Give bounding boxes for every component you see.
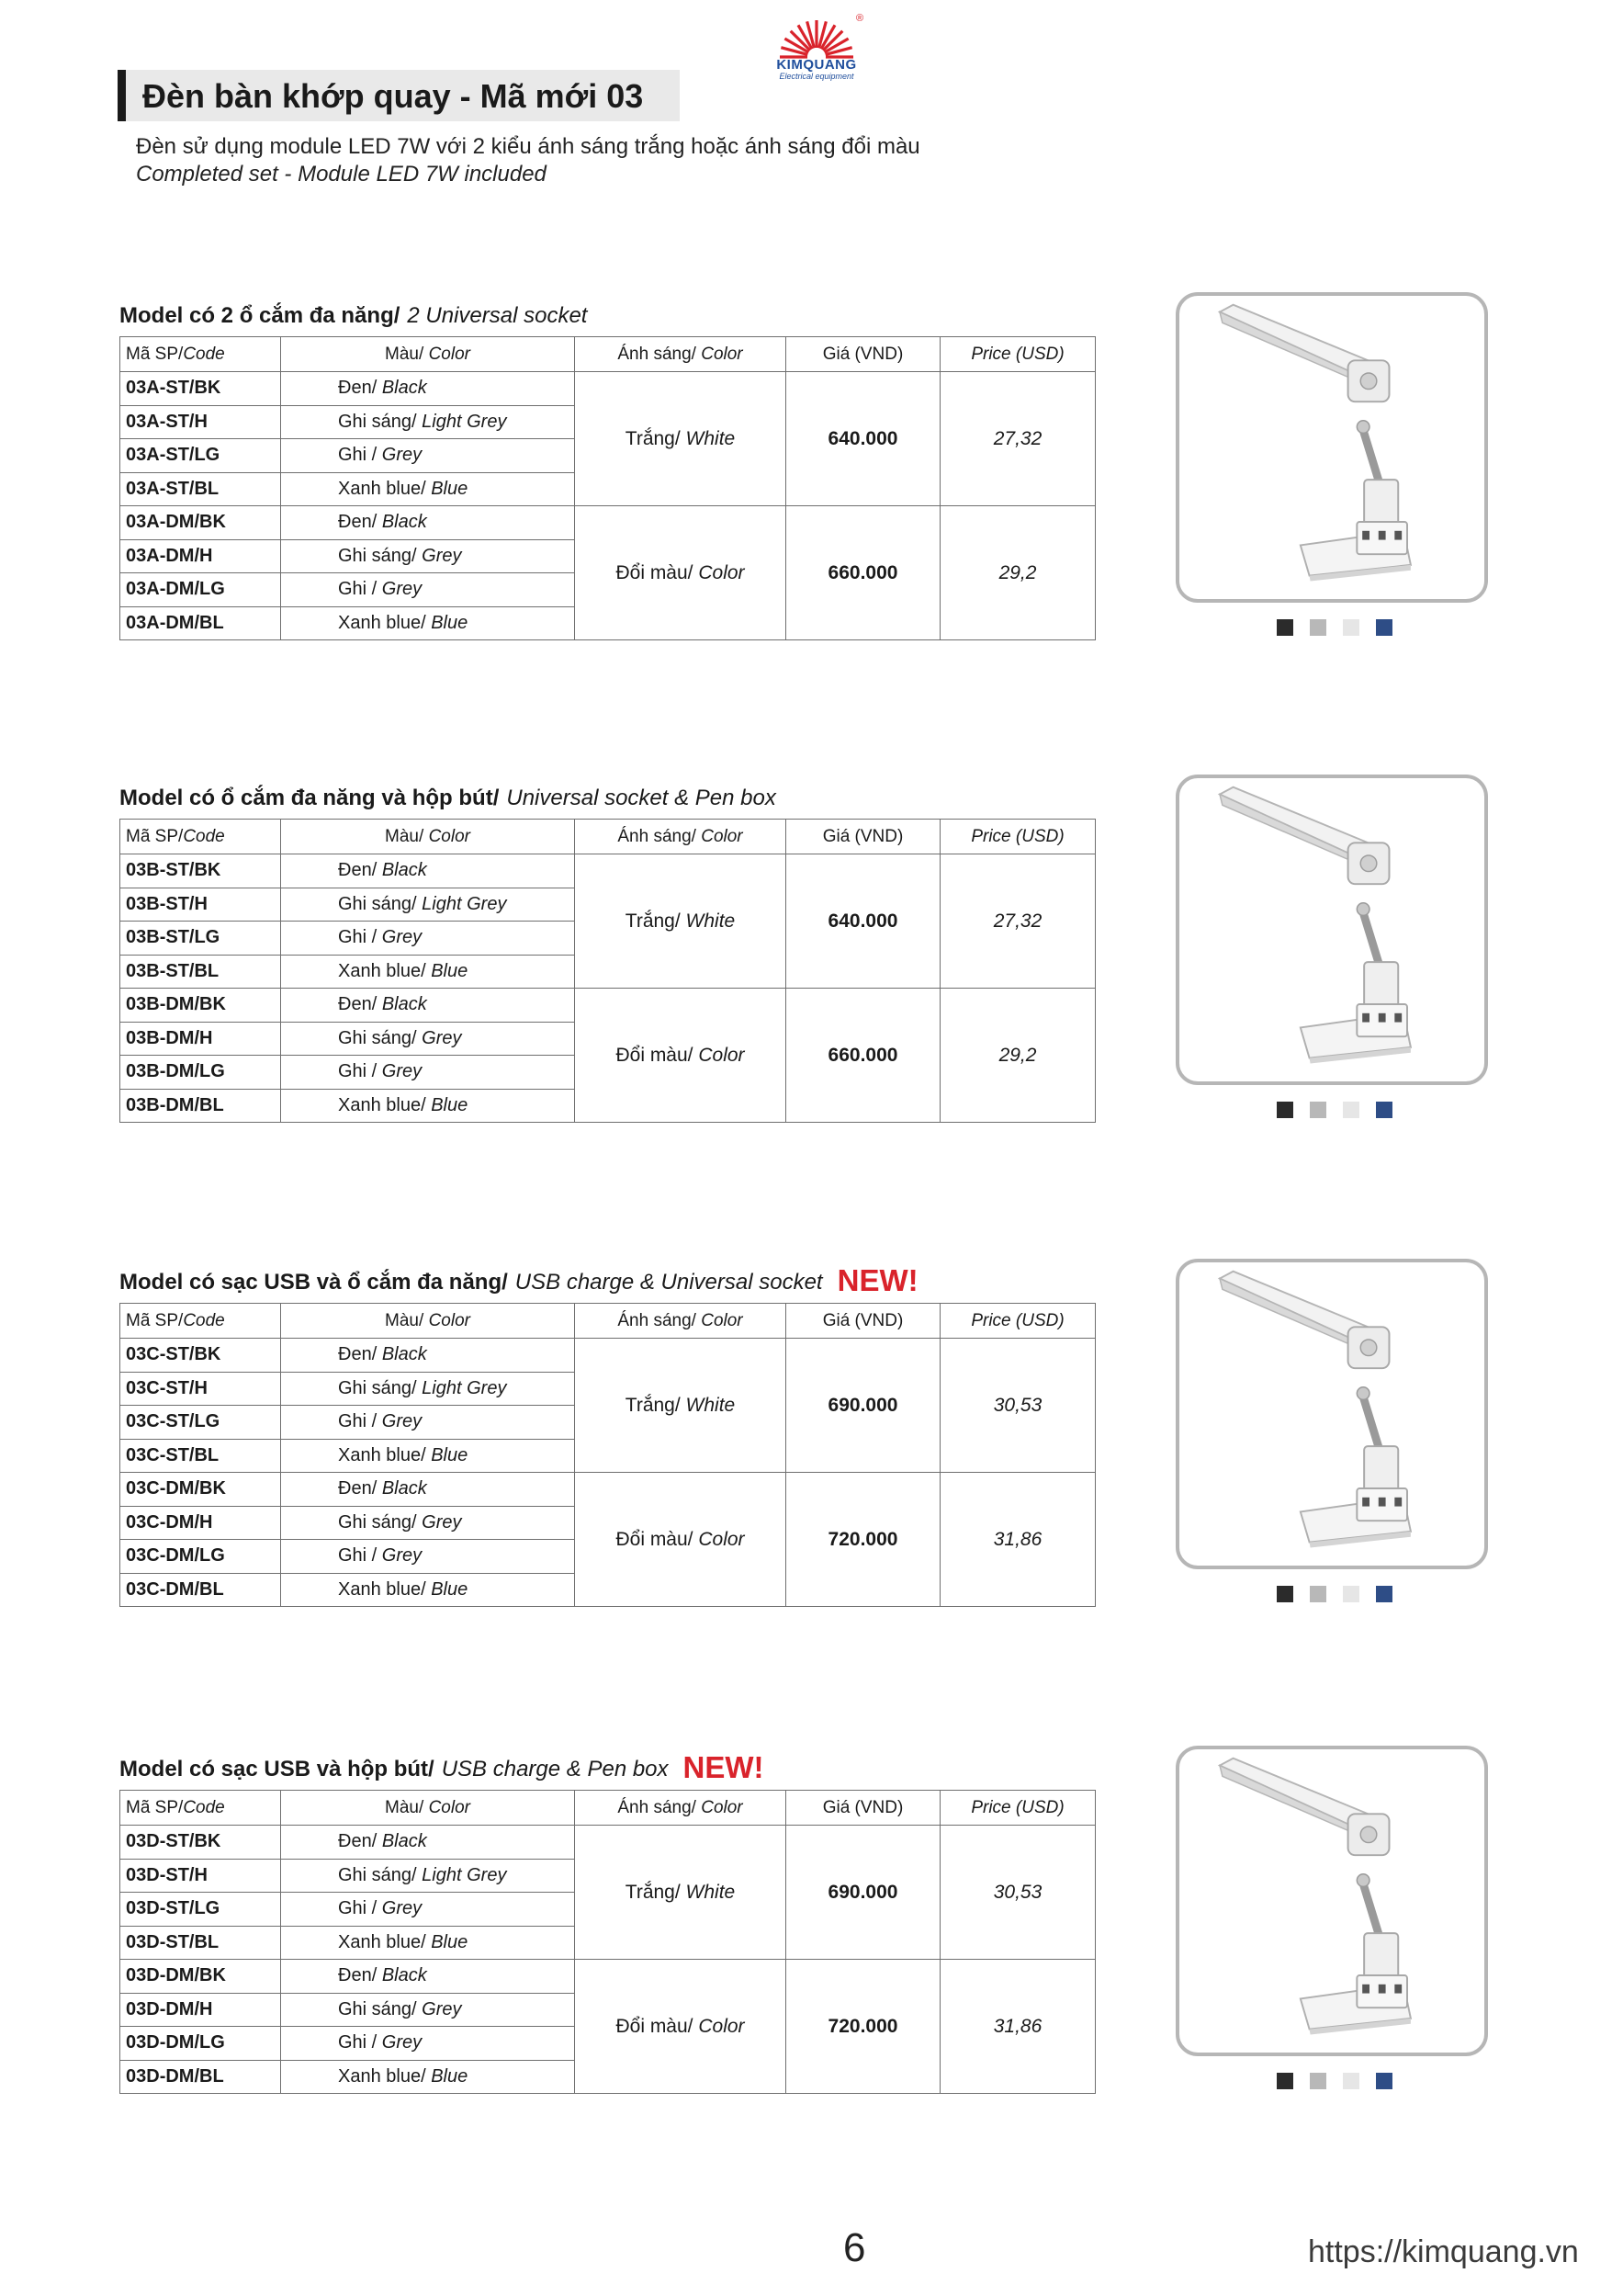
- product-color: [281, 1056, 575, 1090]
- section-heading-vi: Model có sạc USB và ổ cắm đa năng/: [119, 1270, 508, 1295]
- product-color: [281, 1506, 575, 1540]
- section-heading-vi: Model có ổ cắm đa năng và hộp bút/: [119, 786, 500, 810]
- color-name-en: Blue: [431, 1444, 468, 1465]
- header-price-usd: Price (USD): [941, 337, 1096, 372]
- table-row: [120, 989, 1096, 1023]
- price-usd: 29,2: [941, 506, 1096, 640]
- color-swatch: [1277, 1586, 1293, 1602]
- color-name-en: Black: [381, 1965, 427, 1986]
- price-usd: 31,86: [941, 1960, 1096, 2094]
- color-name-en: Grey: [381, 445, 423, 466]
- page-title-bar: [118, 70, 680, 121]
- color-name-vi: Xanh blue/: [338, 1094, 432, 1115]
- color-name-vi: Ghi sáng/: [338, 1027, 423, 1048]
- product-color: [281, 1089, 575, 1123]
- section-heading-en: Universal socket & Pen box: [506, 786, 776, 810]
- color-name-vi: Ghi /: [338, 1545, 382, 1566]
- subtitle-english: Completed set - Module LED 7W included: [136, 162, 547, 187]
- product-color: [281, 472, 575, 506]
- price-vnd: 720.000: [786, 1960, 941, 2094]
- header-price-vnd: Giá (VND): [786, 1304, 941, 1339]
- color-name-vi: Ghi sáng/: [338, 1864, 423, 1885]
- section-heading-en: USB charge & Pen box: [441, 1757, 669, 1781]
- product-code: 03D-DM/H: [120, 1993, 281, 2027]
- product-color: [281, 922, 575, 956]
- light-type-white: Trắng/ White: [575, 372, 786, 506]
- color-name-en: Black: [381, 1831, 427, 1852]
- header-light: Ánh sáng/ Color: [575, 1791, 786, 1826]
- light-type-color: Đổi màu/ Color: [575, 1473, 786, 1607]
- header-price-usd: Price (USD): [941, 1304, 1096, 1339]
- product-color: [281, 1926, 575, 1960]
- product-code: 03C-ST/BL: [120, 1439, 281, 1473]
- section-heading: [119, 775, 791, 811]
- price-table: [119, 1303, 1096, 1607]
- product-code: 03A-ST/BK: [120, 372, 281, 406]
- color-name-en: Grey: [381, 579, 423, 600]
- header-price-usd: Price (USD): [941, 820, 1096, 854]
- color-name-en: Grey: [422, 1998, 462, 2019]
- header-code: Mã SP/Code: [120, 1304, 281, 1339]
- product-image-frame: [1176, 1746, 1488, 2056]
- color-name-vi: Đen/: [338, 994, 382, 1015]
- light-type-color: Đổi màu/ Color: [575, 989, 786, 1123]
- light-type-color: Đổi màu/ Color: [575, 1960, 786, 2094]
- product-color: [281, 1540, 575, 1574]
- color-name-vi: Đen/: [338, 378, 382, 399]
- product-section-1: [0, 292, 1623, 715]
- product-color: [281, 372, 575, 406]
- color-swatch: [1277, 619, 1293, 636]
- header-light: Ánh sáng/ Color: [575, 337, 786, 372]
- color-swatch: [1376, 1586, 1392, 1602]
- product-color: [281, 405, 575, 439]
- color-name-en: Blue: [431, 1578, 468, 1600]
- desk-lamp-icon: [1179, 778, 1484, 1081]
- product-color: [281, 1859, 575, 1893]
- color-name-en: Grey: [381, 1411, 423, 1432]
- color-name-en: Grey: [422, 1511, 462, 1533]
- color-name-vi: Ghi /: [338, 1411, 382, 1432]
- color-name-en: Grey: [422, 545, 462, 566]
- product-code: 03A-DM/BL: [120, 606, 281, 640]
- product-code: 03D-DM/BK: [120, 1960, 281, 1994]
- color-name-en: Black: [381, 994, 427, 1015]
- section-heading: [119, 292, 602, 329]
- product-section-4: [0, 1746, 1623, 2168]
- color-name-en: Blue: [431, 960, 468, 981]
- table-header-row: [120, 337, 1096, 372]
- color-name-vi: Đen/: [338, 512, 382, 533]
- product-image-frame: [1176, 1259, 1488, 1569]
- header-color: Màu/ Color: [281, 1304, 575, 1339]
- product-code: 03D-DM/LG: [120, 2027, 281, 2061]
- product-color: [281, 2060, 575, 2094]
- color-name-vi: Ghi /: [338, 2032, 382, 2053]
- color-name-vi: Ghi /: [338, 445, 382, 466]
- page-number: 6: [843, 2225, 866, 2270]
- color-name-en: Grey: [381, 1898, 423, 1919]
- registered-mark: ®: [856, 13, 864, 24]
- price-usd: 27,32: [941, 854, 1096, 989]
- product-color: [281, 989, 575, 1023]
- color-name-vi: Xanh blue/: [338, 1444, 432, 1465]
- table-row: [120, 506, 1096, 540]
- product-color: [281, 888, 575, 922]
- light-type-white: Trắng/ White: [575, 1826, 786, 1960]
- price-vnd: 720.000: [786, 1473, 941, 1607]
- product-color: [281, 1826, 575, 1860]
- color-swatch: [1310, 1102, 1326, 1118]
- brand-name: KIMQUANG: [776, 57, 857, 73]
- price-table: [119, 819, 1096, 1123]
- product-color: [281, 1406, 575, 1440]
- product-color: [281, 1893, 575, 1927]
- price-vnd: 660.000: [786, 989, 941, 1123]
- color-name-vi: Ghi /: [338, 927, 382, 948]
- price-vnd: 640.000: [786, 854, 941, 989]
- product-color: [281, 506, 575, 540]
- product-code: 03C-DM/H: [120, 1506, 281, 1540]
- color-name-en: Grey: [422, 1027, 462, 1048]
- website-link[interactable]: https://kimquang.vn: [1308, 2234, 1579, 2269]
- color-name-vi: Xanh blue/: [338, 960, 432, 981]
- price-usd: 30,53: [941, 1339, 1096, 1473]
- color-name-en: Grey: [381, 927, 423, 948]
- color-name-vi: Ghi /: [338, 1061, 382, 1082]
- product-image-frame: [1176, 775, 1488, 1085]
- color-name-en: Blue: [431, 2065, 468, 2087]
- section-heading-en: 2 Universal socket: [407, 303, 588, 328]
- header-price-vnd: Giá (VND): [786, 337, 941, 372]
- product-color: [281, 439, 575, 473]
- product-code: 03D-DM/BL: [120, 2060, 281, 2094]
- product-code: 03A-ST/BL: [120, 472, 281, 506]
- table-header-row: [120, 1304, 1096, 1339]
- color-name-vi: Ghi sáng/: [338, 545, 423, 566]
- product-color: [281, 1473, 575, 1507]
- product-color: [281, 573, 575, 607]
- new-badge: NEW!: [837, 1263, 919, 1297]
- color-name-en: Grey: [381, 1545, 423, 1566]
- color-name-vi: Đen/: [338, 1831, 382, 1852]
- table-header-row: [120, 1791, 1096, 1826]
- color-name-en: Black: [381, 378, 427, 399]
- light-type-white: Trắng/ White: [575, 1339, 786, 1473]
- subtitle-vietnamese: Đèn sử dụng module LED 7W với 2 kiểu ánh sáng trắng hoặc ánh sáng đổi màu: [136, 134, 920, 159]
- product-code: 03B-DM/LG: [120, 1056, 281, 1090]
- product-code: 03A-DM/BK: [120, 506, 281, 540]
- color-name-vi: Ghi sáng/: [338, 411, 423, 432]
- brand-tagline: Electrical equipment: [779, 72, 854, 81]
- color-name-en: Light Grey: [422, 893, 507, 914]
- table-row: [120, 372, 1096, 406]
- product-color: [281, 1573, 575, 1607]
- price-vnd: 690.000: [786, 1826, 941, 1960]
- header-price-vnd: Giá (VND): [786, 820, 941, 854]
- color-name-en: Light Grey: [422, 1377, 507, 1398]
- color-swatch: [1310, 619, 1326, 636]
- product-color: [281, 1022, 575, 1056]
- light-type-white: Trắng/ White: [575, 854, 786, 989]
- color-name-en: Blue: [431, 612, 468, 633]
- price-vnd: 660.000: [786, 506, 941, 640]
- color-name-vi: Ghi /: [338, 579, 382, 600]
- section-heading: [119, 1746, 764, 1782]
- product-code: 03D-ST/LG: [120, 1893, 281, 1927]
- product-color: [281, 1372, 575, 1406]
- color-name-vi: Đen/: [338, 1344, 382, 1365]
- color-name-en: Blue: [431, 478, 468, 499]
- color-name-vi: Đen/: [338, 1478, 382, 1499]
- product-color: [281, 1339, 575, 1373]
- header-price-usd: Price (USD): [941, 1791, 1096, 1826]
- header-light: Ánh sáng/ Color: [575, 1304, 786, 1339]
- price-usd: 30,53: [941, 1826, 1096, 1960]
- product-image-frame: [1176, 292, 1488, 603]
- page-title: Đèn bàn khớp quay - Mã mới 03: [142, 77, 644, 115]
- section-heading-en: USB charge & Universal socket: [514, 1270, 823, 1295]
- header-code: Mã SP/Code: [120, 337, 281, 372]
- product-color: [281, 1960, 575, 1994]
- color-name-vi: Xanh blue/: [338, 2065, 432, 2087]
- product-color: [281, 2027, 575, 2061]
- color-swatch: [1310, 2073, 1326, 2089]
- price-vnd: 690.000: [786, 1339, 941, 1473]
- desk-lamp-icon: [1179, 296, 1484, 599]
- product-color: [281, 606, 575, 640]
- product-code: 03C-ST/BK: [120, 1339, 281, 1373]
- color-swatch: [1376, 619, 1392, 636]
- color-name-en: Grey: [381, 1061, 423, 1082]
- color-name-en: Blue: [431, 1931, 468, 1952]
- product-code: 03C-DM/BK: [120, 1473, 281, 1507]
- color-name-vi: Ghi sáng/: [338, 1377, 423, 1398]
- product-color: [281, 854, 575, 888]
- header-light: Ánh sáng/ Color: [575, 820, 786, 854]
- product-code: 03C-ST/LG: [120, 1406, 281, 1440]
- color-name-en: Blue: [431, 1094, 468, 1115]
- color-name-vi: Xanh blue/: [338, 612, 432, 633]
- price-usd: 31,86: [941, 1473, 1096, 1607]
- product-code: 03D-ST/BL: [120, 1926, 281, 1960]
- product-color: [281, 1993, 575, 2027]
- section-heading-vi: Model có sạc USB và hộp bút/: [119, 1757, 434, 1781]
- color-swatch: [1376, 2073, 1392, 2089]
- product-code: 03C-ST/H: [120, 1372, 281, 1406]
- product-code: 03D-ST/H: [120, 1859, 281, 1893]
- product-code: 03D-ST/BK: [120, 1826, 281, 1860]
- desk-lamp-icon: [1179, 1262, 1484, 1566]
- color-name-vi: Đen/: [338, 1965, 382, 1986]
- color-name-en: Black: [381, 1478, 427, 1499]
- product-code: 03B-ST/BK: [120, 854, 281, 888]
- header-color: Màu/ Color: [281, 820, 575, 854]
- color-name-vi: Xanh blue/: [338, 478, 432, 499]
- light-type-color: Đổi màu/ Color: [575, 506, 786, 640]
- section-heading: [119, 1259, 919, 1295]
- table-row: [120, 1473, 1096, 1507]
- product-code: 03B-DM/BK: [120, 989, 281, 1023]
- table-row: [120, 1960, 1096, 1994]
- table-header-row: [120, 820, 1096, 854]
- color-name-vi: Ghi /: [338, 1898, 382, 1919]
- table-row: [120, 1339, 1096, 1373]
- color-name-en: Black: [381, 860, 427, 881]
- color-name-vi: Ghi sáng/: [338, 893, 423, 914]
- price-table: [119, 1790, 1096, 2094]
- product-section-2: [0, 775, 1623, 1197]
- product-code: 03A-ST/H: [120, 405, 281, 439]
- header-color: Màu/ Color: [281, 1791, 575, 1826]
- color-swatch: [1277, 1102, 1293, 1118]
- product-color: [281, 955, 575, 989]
- color-swatch: [1310, 1586, 1326, 1602]
- header-code: Mã SP/Code: [120, 820, 281, 854]
- color-swatches: [1277, 619, 1392, 636]
- section-heading-vi: Model có 2 ổ cắm đa năng/: [119, 303, 400, 328]
- color-name-vi: Đen/: [338, 860, 382, 881]
- header-color: Màu/ Color: [281, 337, 575, 372]
- product-code: 03B-ST/LG: [120, 922, 281, 956]
- price-usd: 27,32: [941, 372, 1096, 506]
- price-usd: 29,2: [941, 989, 1096, 1123]
- product-color: [281, 1439, 575, 1473]
- color-name-vi: Xanh blue/: [338, 1578, 432, 1600]
- product-code: 03B-ST/BL: [120, 955, 281, 989]
- color-name-vi: Ghi sáng/: [338, 1998, 423, 2019]
- table-row: [120, 1826, 1096, 1860]
- color-name-en: Black: [381, 512, 427, 533]
- desk-lamp-icon: [1179, 1749, 1484, 2053]
- color-name-en: Grey: [381, 2032, 423, 2053]
- product-code: 03A-ST/LG: [120, 439, 281, 473]
- color-swatches: [1277, 2073, 1392, 2089]
- product-code: 03B-DM/BL: [120, 1089, 281, 1123]
- color-swatches: [1277, 1586, 1392, 1602]
- color-swatch: [1343, 1102, 1359, 1118]
- color-swatch: [1277, 2073, 1293, 2089]
- brand-logo: [757, 13, 876, 83]
- color-swatch: [1343, 2073, 1359, 2089]
- new-badge: NEW!: [682, 1750, 764, 1784]
- color-name-en: Light Grey: [422, 411, 507, 432]
- color-swatch: [1343, 619, 1359, 636]
- color-swatch: [1343, 1586, 1359, 1602]
- color-swatches: [1277, 1102, 1392, 1118]
- header-price-vnd: Giá (VND): [786, 1791, 941, 1826]
- product-color: [281, 539, 575, 573]
- color-swatch: [1376, 1102, 1392, 1118]
- color-name-vi: Xanh blue/: [338, 1931, 432, 1952]
- color-name-en: Light Grey: [422, 1864, 507, 1885]
- price-table: [119, 336, 1096, 640]
- product-code: 03C-DM/BL: [120, 1573, 281, 1607]
- product-code: 03A-DM/LG: [120, 573, 281, 607]
- product-section-3: [0, 1259, 1623, 1681]
- color-name-vi: Ghi sáng/: [338, 1511, 423, 1533]
- product-code: 03B-DM/H: [120, 1022, 281, 1056]
- color-name-en: Black: [381, 1344, 427, 1365]
- price-vnd: 640.000: [786, 372, 941, 506]
- product-code: 03A-DM/H: [120, 539, 281, 573]
- product-code: 03C-DM/LG: [120, 1540, 281, 1574]
- product-code: 03B-ST/H: [120, 888, 281, 922]
- table-row: [120, 854, 1096, 888]
- header-code: Mã SP/Code: [120, 1791, 281, 1826]
